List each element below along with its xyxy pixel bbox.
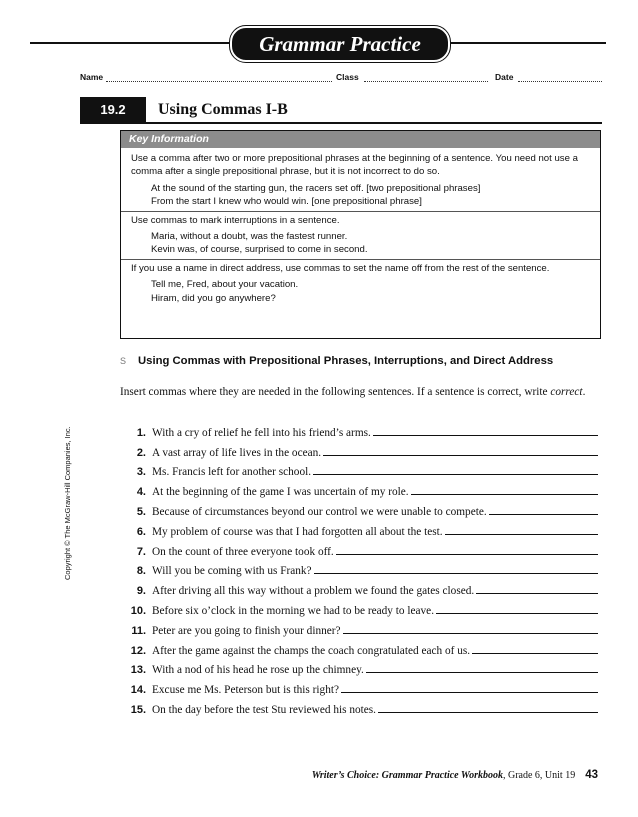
example-one-phrase: From the start I knew who would win. [one prepositional phrase] — [151, 196, 422, 208]
item-sentence: On the count of three everyone took off. — [152, 545, 334, 558]
exercise-item — [120, 577, 598, 597]
item-number: 2. — [136, 446, 146, 459]
item-number: 6. — [136, 525, 146, 538]
exercise-title: Using Commas with Prepositional Phrases, Interruptions, and Direct Address — [138, 355, 554, 367]
example-direct-address-1: Tell me, Fred, about your vacation. — [151, 279, 299, 291]
exercise-item — [120, 419, 598, 439]
answer-line[interactable] — [489, 514, 598, 515]
key-section-prepositional — [121, 152, 600, 212]
page-number: 43 — [585, 769, 598, 781]
answer-line[interactable] — [366, 672, 598, 673]
instruction-text: Insert commas where they are needed in the following sentences. If a sentence is correct, write — [120, 386, 551, 398]
exercise-item — [120, 459, 598, 479]
key-information-body — [121, 148, 600, 305]
exercise-item — [120, 617, 598, 637]
example-two-phrases: At the sound of the starting gun, the racers set off. [two prepositional phrases] — [151, 182, 481, 194]
item-number: 3. — [136, 466, 146, 479]
item-sentence: On the day before the test Stu reviewed his notes. — [152, 703, 376, 716]
date-field[interactable] — [518, 81, 602, 82]
banner-title: Grammar Practice — [259, 31, 421, 56]
date-label: Date — [495, 72, 514, 82]
class-field[interactable] — [364, 81, 488, 82]
exercise-item — [120, 657, 598, 677]
item-sentence: With a nod of his head he rose up the chimney. — [152, 664, 364, 677]
answer-line[interactable] — [445, 534, 598, 535]
rule-direct-address: If you use a name in direct address, use commas to set the name off from the rest of the sentence. — [131, 262, 550, 274]
key-information-box — [120, 130, 601, 339]
item-sentence: Ms. Francis left for another school. — [152, 466, 312, 479]
item-sentence: Before six o’clock in the morning we had to be ready to leave. — [152, 604, 435, 617]
exercise-heading — [120, 354, 600, 368]
answer-line[interactable] — [343, 633, 598, 634]
item-number: 11. — [131, 624, 146, 637]
exercise-instructions — [120, 385, 600, 399]
lesson-number: 19.2 — [80, 97, 146, 122]
key-section-interruptions — [121, 212, 600, 260]
answer-line[interactable] — [341, 692, 598, 693]
example-interruption-1: Maria, without a doubt, was the fastest runner. — [151, 231, 348, 243]
instruction-emphasis: correct — [550, 386, 583, 398]
exercise-item — [120, 558, 598, 578]
item-number: 9. — [136, 585, 146, 598]
example-direct-address-2: Hiram, did you go anywhere? — [151, 292, 276, 304]
item-number: 4. — [136, 486, 146, 499]
exercise-item — [120, 498, 598, 518]
item-sentence: Excuse me Ms. Peterson but is this right? — [152, 684, 340, 697]
item-number: 14. — [130, 684, 146, 697]
item-number: 15. — [130, 703, 146, 716]
exercise-items — [120, 419, 598, 716]
item-number: 7. — [136, 545, 146, 558]
copyright-notice: Copyright © The McGraw-Hill Companies, Inc. — [63, 426, 72, 580]
example-interruption-2: Kevin was, of course, surprised to come in second. — [151, 244, 368, 256]
item-sentence: After the game against the champs the coach congratulated each of us. — [152, 644, 471, 657]
answer-line[interactable] — [313, 474, 598, 475]
footer-grade: , Grade 6, Unit 19 — [502, 770, 576, 781]
item-sentence: Because of circumstances beyond our control we were unable to compete. — [152, 505, 487, 518]
answer-line[interactable] — [378, 712, 598, 713]
key-information-heading: Key Information — [121, 131, 600, 148]
page-footer — [312, 769, 598, 781]
answer-line[interactable] — [373, 435, 598, 436]
item-number: 13. — [130, 664, 146, 677]
name-label: Name — [80, 72, 104, 82]
exercise-item — [120, 696, 598, 716]
instruction-end: . — [582, 386, 586, 398]
answer-line[interactable] — [476, 593, 598, 594]
exercise-letter: S — [120, 356, 127, 366]
rule-interruptions: Use commas to mark interruptions in a sentence. — [131, 214, 340, 226]
item-sentence: Peter are you going to finish your dinner? — [152, 624, 341, 637]
answer-line[interactable] — [336, 554, 598, 555]
item-number: 1. — [136, 426, 146, 439]
answer-line[interactable] — [314, 573, 598, 574]
answer-line[interactable] — [323, 455, 598, 456]
exercise-item — [120, 518, 598, 538]
name-class-date-row — [80, 72, 602, 86]
answer-line[interactable] — [411, 494, 598, 495]
exercise-item — [120, 478, 598, 498]
item-number: 10. — [130, 604, 146, 617]
item-number: 12. — [130, 644, 146, 657]
class-label: Class — [336, 72, 359, 82]
footer-series: Writer’s Choice: Grammar Practice Workbook — [311, 770, 503, 781]
answer-line[interactable] — [472, 653, 598, 654]
item-sentence: With a cry of relief he fell into his friend’s arms. — [152, 426, 371, 439]
answer-line[interactable] — [436, 613, 598, 614]
rule-prepositional: Use a comma after two or more prepositional phrases at the beginning of a sentence. You need not use a comma after a single prepositional phrase, but it is not incorrect to do so. — [131, 153, 578, 178]
item-sentence: A vast array of life lives in the ocean. — [152, 446, 322, 459]
lesson-rule — [80, 122, 602, 124]
item-sentence: My problem of course was that I had forgotten all about the test. — [152, 525, 443, 538]
item-number: 5. — [136, 505, 146, 518]
name-field[interactable] — [106, 81, 332, 82]
exercise-item — [120, 597, 598, 617]
exercise-item — [120, 676, 598, 696]
exercise-item — [120, 439, 598, 459]
lesson-title: Using Commas I-B — [158, 100, 288, 118]
exercise-item — [120, 538, 598, 558]
item-sentence: At the beginning of the game I was uncertain of my role. — [152, 486, 409, 499]
key-section-direct-address — [131, 260, 590, 305]
banner-grammar-practice — [230, 26, 450, 62]
item-sentence: After driving all this way without a problem we found the gates closed. — [152, 585, 475, 598]
exercise-item — [120, 637, 598, 657]
item-number: 8. — [136, 565, 146, 578]
item-sentence: Will you be coming with us Frank? — [152, 565, 312, 578]
